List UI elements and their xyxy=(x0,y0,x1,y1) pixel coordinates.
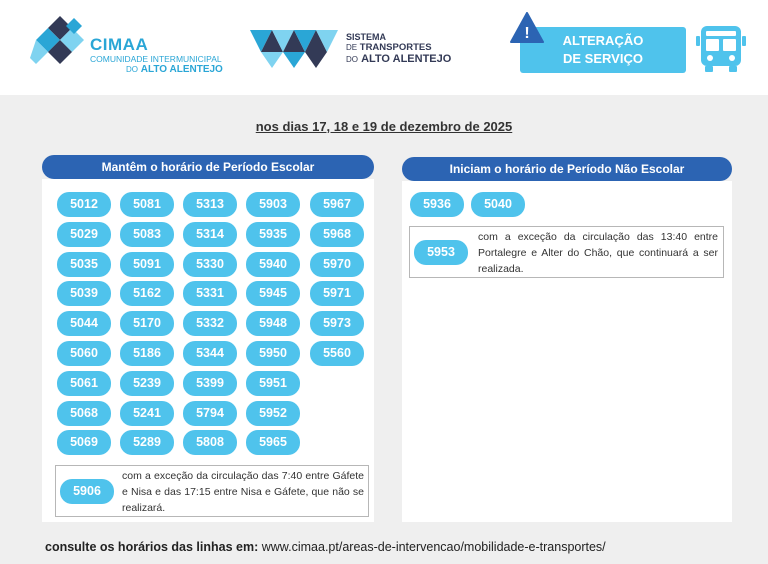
footer-url[interactable]: www.cimaa.pt/areas-de-intervencao/mobilidade-e-transportes/ xyxy=(261,540,606,554)
sistema-logo-mark-icon xyxy=(250,24,342,70)
alert-line2: DE SERVIÇO xyxy=(563,51,643,66)
line-badge: 5906 xyxy=(60,479,114,504)
line-badge: 5794 xyxy=(183,401,237,426)
cimaa-line1: COMUNIDADE INTERMUNICIPAL xyxy=(90,54,222,64)
line-badge: 5061 xyxy=(57,371,111,396)
line-badge: 5314 xyxy=(183,222,237,247)
line-badge: 5083 xyxy=(120,222,174,247)
line-badge: 5903 xyxy=(246,192,300,217)
line-badge: 5040 xyxy=(471,192,525,217)
sistema-transportes-logo xyxy=(250,24,480,74)
line-badge: 5289 xyxy=(120,430,174,455)
line-badge: 5068 xyxy=(57,401,111,426)
line-badge: 5968 xyxy=(310,222,364,247)
line-badge: 5948 xyxy=(246,311,300,336)
line-badge: 5081 xyxy=(120,192,174,217)
left-panel-title: Mantêm o horário de Período Escolar xyxy=(42,155,374,179)
cimaa-logo xyxy=(30,14,240,74)
service-change-badge xyxy=(520,27,686,73)
sistema-line1: SISTEMA xyxy=(346,32,387,42)
line-badge: 5170 xyxy=(120,311,174,336)
line-badge: 5971 xyxy=(310,281,364,306)
sistema-line3: DO ALTO ALENTEJO xyxy=(346,53,452,65)
line-badge: 5186 xyxy=(120,341,174,366)
line-badge: 5940 xyxy=(246,252,300,277)
line-badge: 5331 xyxy=(183,281,237,306)
line-badge: 5935 xyxy=(246,222,300,247)
line-badge: 5970 xyxy=(310,252,364,277)
alert-mark: ! xyxy=(524,25,530,42)
line-badge: 5967 xyxy=(310,192,364,217)
line-badge: 5952 xyxy=(246,401,300,426)
right-panel-title: Iniciam o horário de Período Não Escolar xyxy=(402,157,732,181)
bus-icon xyxy=(694,24,748,74)
line-badge: 5808 xyxy=(183,430,237,455)
line-badge: 5953 xyxy=(414,240,468,265)
line-badge: 5950 xyxy=(246,341,300,366)
footer-label: consulte os horários das linhas em: xyxy=(45,540,259,554)
cimaa-line2: DO ALTO ALENTEJO xyxy=(126,64,223,75)
line-badge: 5965 xyxy=(246,430,300,455)
line-badge: 5344 xyxy=(183,341,237,366)
line-badge: 5332 xyxy=(183,311,237,336)
alert-icon xyxy=(510,12,544,44)
cimaa-title: CIMAA xyxy=(90,35,149,54)
left-note-box xyxy=(55,465,369,517)
line-badge: 5029 xyxy=(57,222,111,247)
line-badge: 5399 xyxy=(183,371,237,396)
line-badge: 5044 xyxy=(57,311,111,336)
line-badge: 5035 xyxy=(57,252,111,277)
left-note-text: com a exceção da circulação das 7:40 entre Gáfete e Nisa e das 17:15 entre Nisa e Gáfete, que não se realizará. xyxy=(122,470,364,514)
line-badge: 5091 xyxy=(120,252,174,277)
dates-heading: nos dias 17, 18 e 19 de dezembro de 2025 xyxy=(255,119,513,134)
line-badge: 5560 xyxy=(310,341,364,366)
line-badge: 5069 xyxy=(57,430,111,455)
line-badge: 5039 xyxy=(57,281,111,306)
right-note-box xyxy=(409,226,724,278)
line-badge: 5012 xyxy=(57,192,111,217)
alert-line1: ALTERAÇÃO xyxy=(562,33,644,48)
line-badge: 5162 xyxy=(120,281,174,306)
line-badge: 5951 xyxy=(246,371,300,396)
line-badge: 5330 xyxy=(183,252,237,277)
line-badge: 5241 xyxy=(120,401,174,426)
header xyxy=(0,0,768,95)
line-badge: 5973 xyxy=(310,311,364,336)
line-badge: 5945 xyxy=(246,281,300,306)
sistema-line2: DE TRANSPORTES xyxy=(346,42,432,53)
right-note-text: com a exceção da circulação das 13:40 entre Portalegre e Alter do Chão, que continuará a ser realizada. xyxy=(478,231,718,275)
line-badge: 5060 xyxy=(57,341,111,366)
line-badge: 5936 xyxy=(410,192,464,217)
cimaa-logo-mark-icon xyxy=(30,14,90,74)
line-badge: 5313 xyxy=(183,192,237,217)
line-badge: 5239 xyxy=(120,371,174,396)
footer xyxy=(45,540,606,554)
